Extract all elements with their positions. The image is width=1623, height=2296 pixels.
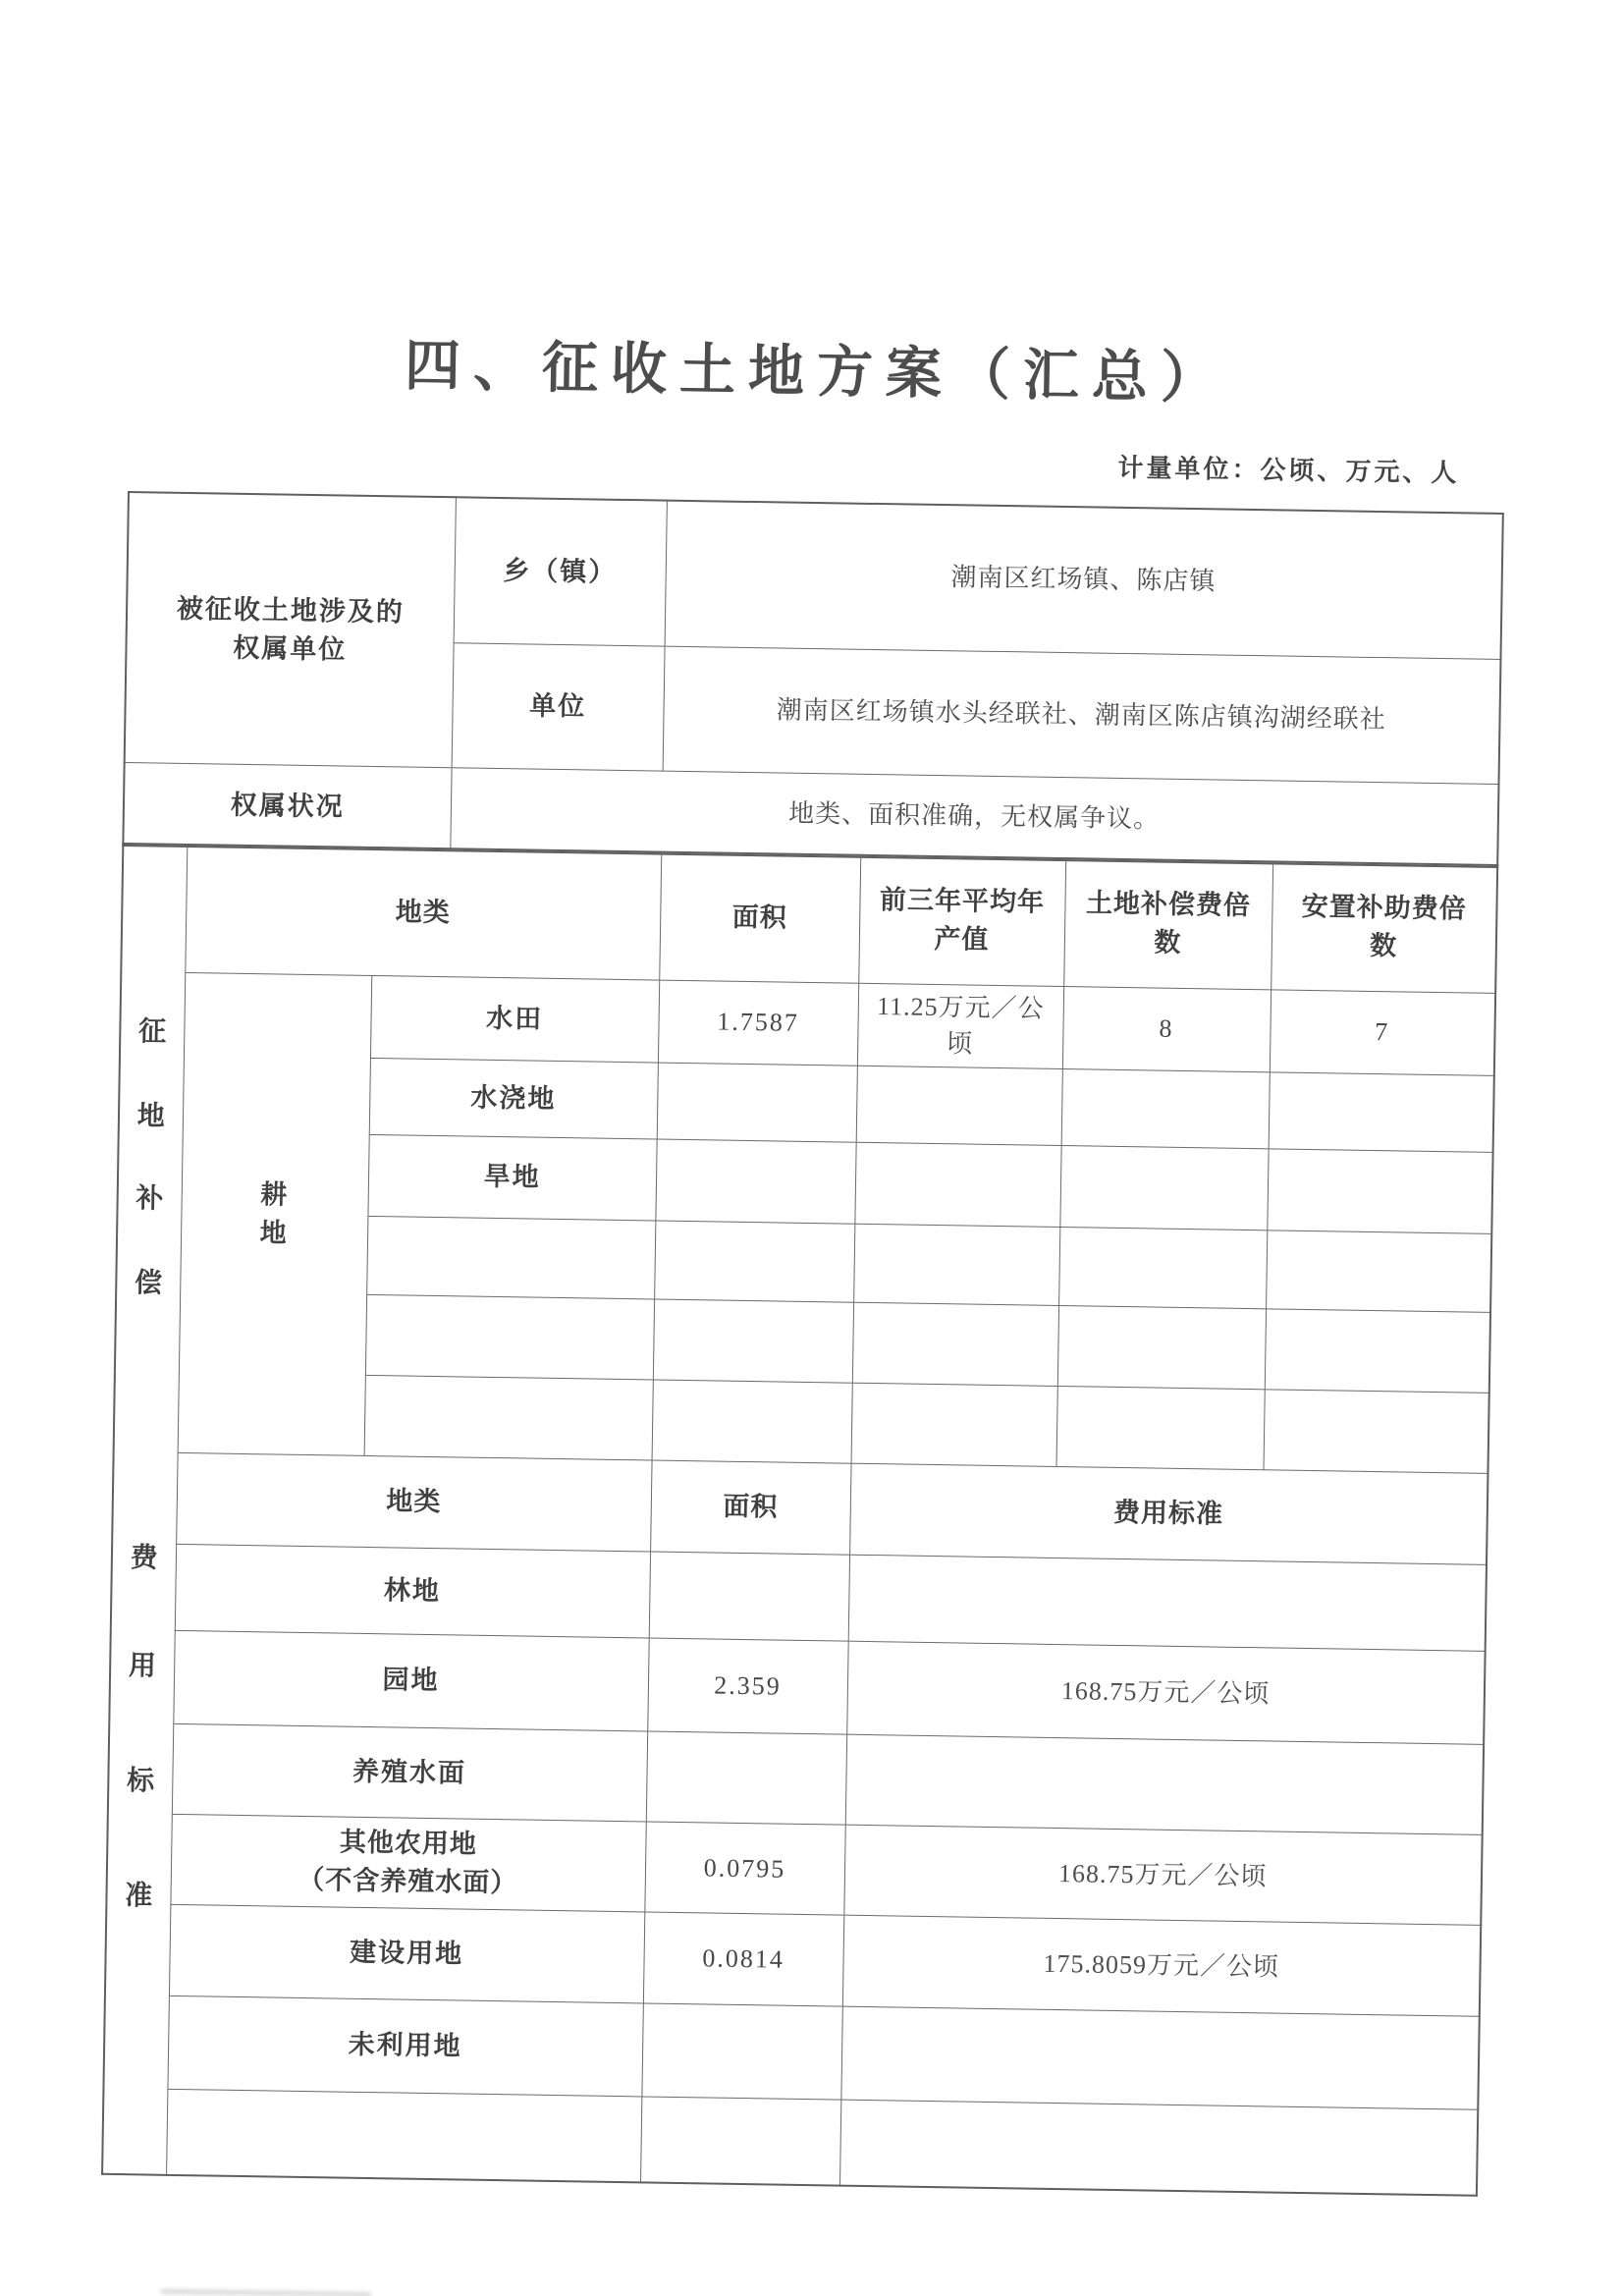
empty-cell: [1263, 1390, 1488, 1474]
empty-cell: [1269, 1072, 1494, 1153]
paddy-resettle-multiple-cell: 7: [1270, 989, 1495, 1075]
other-agri-fee-cell: 168.75万元／公顷: [843, 1825, 1482, 1925]
empty-cell: [1061, 1068, 1270, 1148]
header-area: 面积: [659, 852, 860, 983]
header-land-comp-multiple: 土地补偿费倍 数: [1063, 858, 1272, 989]
township-label-cell: 乡（镇）: [454, 497, 667, 645]
empty-cell: [166, 2089, 641, 2183]
empty-cell: [1058, 1227, 1267, 1308]
construction-type-cell: 建设用地: [169, 1904, 644, 2003]
empty-cell: [848, 1555, 1487, 1651]
empty-cell: [1267, 1149, 1492, 1234]
compensation-table: [101, 843, 1498, 2197]
ownership-status-label-cell: 权属状况: [123, 762, 451, 850]
empty-cell: [655, 1139, 855, 1224]
empty-cell: [1265, 1309, 1490, 1394]
garden-area-cell: 2.359: [647, 1638, 847, 1734]
empty-cell: [649, 1552, 849, 1641]
measurement-unit-note: 计量单位：公顷、万元、人: [1117, 452, 1460, 488]
empty-cell: [640, 2097, 840, 2186]
construction-fee-cell: 175.8059万元／公顷: [842, 1915, 1481, 2016]
ownership-status-value-cell: 地类、面积准确，无权属争议。: [450, 767, 1498, 867]
side-label-vertical: 征 地 补 偿 费 用 标 准: [102, 844, 187, 2175]
forest-type-cell: 林地: [175, 1544, 650, 1638]
header2-fee-standard: 费用标准: [849, 1463, 1488, 1564]
paddy-area-cell: 1.7587: [658, 980, 858, 1066]
page-title: 四、征收土地方案（汇总）: [404, 335, 1230, 410]
table-row: [127, 492, 1503, 659]
empty-cell: [365, 1294, 654, 1380]
unused-type-cell: 未利用地: [167, 1995, 642, 2097]
garden-fee-cell: 168.75万元／公顷: [846, 1641, 1485, 1744]
paddy-output-cell: 11.25万元／公顷: [857, 983, 1063, 1069]
header-land-type: 地类: [185, 845, 661, 980]
ownership-units-label-cell: 被征收土地涉及的 权属单位: [125, 492, 456, 767]
empty-cell: [654, 1221, 854, 1302]
empty-cell: [364, 1375, 653, 1460]
dryland-type-cell: 旱地: [367, 1134, 656, 1221]
table-header-row: [121, 844, 1497, 993]
paddy-type-cell: 水田: [370, 975, 659, 1063]
empty-cell: [840, 2006, 1479, 2109]
scan-artifact: [160, 2289, 371, 2296]
irrigated-type-cell: 水浇地: [369, 1058, 658, 1139]
empty-cell: [853, 1224, 1059, 1305]
empty-cell: [1266, 1230, 1491, 1313]
other-agri-type-cell: 其他农用地 （不含养殖水面）: [170, 1814, 645, 1912]
empty-cell: [657, 1063, 857, 1142]
unit-value-cell: 潮南区红场镇水头经联社、潮南区陈店镇沟湖经联社: [663, 646, 1501, 784]
paddy-land-multiple-cell: 8: [1062, 986, 1271, 1072]
unit-label-cell: 单位: [452, 642, 665, 770]
empty-cell: [845, 1734, 1484, 1834]
cultivated-land-group-cell: 耕 地: [178, 972, 372, 1455]
township-value-cell: 潮南区红场镇、陈店镇: [665, 501, 1503, 659]
ownership-table: [122, 491, 1504, 868]
empty-cell: [641, 2003, 841, 2100]
empty-cell: [652, 1380, 852, 1463]
empty-cell: [1056, 1386, 1265, 1469]
empty-cell: [653, 1299, 853, 1383]
other-agri-area-cell: 0.0795: [644, 1822, 844, 1915]
empty-cell: [851, 1383, 1057, 1466]
empty-cell: [854, 1142, 1060, 1227]
aquaculture-type-cell: 养殖水面: [172, 1723, 647, 1822]
empty-cell: [1059, 1145, 1268, 1230]
header-avg-output: 前三年平均年 产值: [858, 855, 1065, 986]
header-resettle-multiple: 安置补助费倍 数: [1271, 861, 1497, 993]
header2-area: 面积: [650, 1460, 850, 1555]
empty-cell: [646, 1731, 846, 1825]
empty-cell: [366, 1216, 655, 1299]
construction-area-cell: 0.0814: [643, 1912, 843, 2006]
header2-land-type: 地类: [176, 1452, 651, 1552]
empty-cell: [839, 2100, 1478, 2196]
garden-type-cell: 园地: [173, 1630, 648, 1731]
empty-cell: [856, 1066, 1062, 1145]
empty-cell: [852, 1302, 1058, 1386]
empty-cell: [1057, 1305, 1266, 1389]
